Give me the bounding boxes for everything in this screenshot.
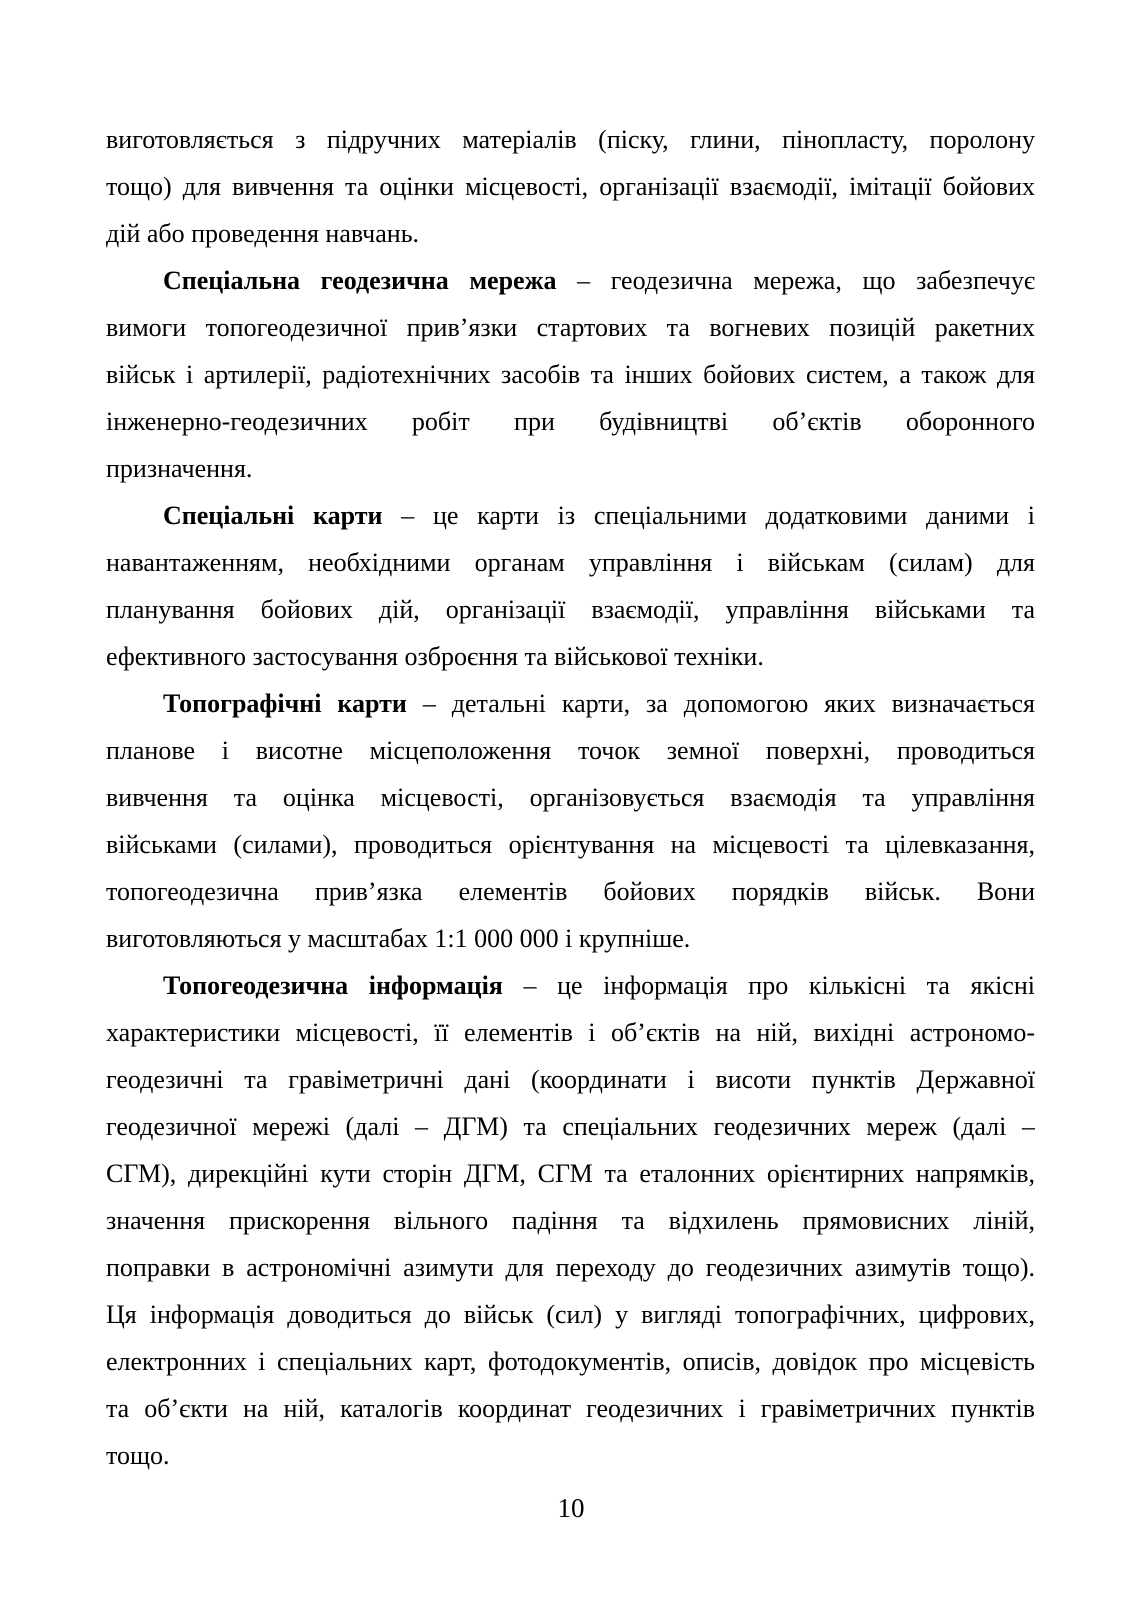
line-text: значення прискорення вільного падіння та відхилень прямовисних ліній, xyxy=(106,1206,1035,1235)
text-line xyxy=(106,1338,1035,1385)
text-line xyxy=(106,962,1035,1009)
text-line xyxy=(106,1009,1035,1056)
line-text: – геодезична мережа, що забезпечує xyxy=(556,266,1035,295)
line-text: інженерно-геодезичних робіт при будівництві об’єктів оборонного xyxy=(106,407,1035,436)
line-text: – детальні карти, за допомогою яких визначається xyxy=(406,689,1035,718)
line-text: тощо) для вивчення та оцінки місцевості, організації взаємодії, імітації бойових xyxy=(106,172,1035,201)
text-line xyxy=(106,210,1035,257)
term-heading: Топографічні карти xyxy=(163,689,407,718)
line-text: дій або проведення навчань. xyxy=(106,219,420,248)
line-text: та об’єкти на ній, каталогів координат геодезичних і гравіметричних пунктів xyxy=(106,1394,1035,1423)
line-text: – це інформація про кількісні та якісні xyxy=(502,971,1035,1000)
text-line xyxy=(106,1056,1035,1103)
text-line xyxy=(106,1150,1035,1197)
text-line xyxy=(106,1103,1035,1150)
text-line xyxy=(106,1197,1035,1244)
line-text: планування бойових дій, організації взаємодії, управління військами та xyxy=(106,595,1035,624)
text-line xyxy=(106,445,1035,492)
text-line xyxy=(106,1385,1035,1432)
text-line xyxy=(106,774,1035,821)
line-text: вивчення та оцінка місцевості, організовується взаємодія та управління xyxy=(106,783,1035,812)
line-text: ефективного застосування озброєння та військової техніки. xyxy=(106,642,764,671)
line-text: тощо. xyxy=(106,1441,170,1470)
text-line xyxy=(106,351,1035,398)
text-line xyxy=(106,1291,1035,1338)
text-line xyxy=(106,586,1035,633)
text-line xyxy=(106,492,1035,539)
line-text: поправки в астрономічні азимути для переходу до геодезичних азимутів тощо). xyxy=(106,1253,1035,1282)
text-line xyxy=(106,1432,1035,1479)
term-heading: Спеціальні карти xyxy=(163,501,383,530)
term-heading: Спеціальна геодезична мережа xyxy=(163,266,557,295)
line-text: геодезичної мережі (далі – ДГМ) та спеціальних геодезичних мереж (далі – xyxy=(106,1112,1035,1141)
line-text: навантаженням, необхідними органам управління і військам (силам) для xyxy=(106,548,1035,577)
text-line xyxy=(106,680,1035,727)
text-line xyxy=(106,257,1035,304)
line-text: планове і висотне місцеположення точок земної поверхні, проводиться xyxy=(106,736,1035,765)
page-number: 10 xyxy=(557,1493,585,1523)
text-line xyxy=(106,633,1035,680)
line-text: Ця інформація доводиться до військ (сил) у вигляді топографічних, цифрових, xyxy=(106,1300,1035,1329)
line-text: топогеодезична прив’язка елементів бойових порядків військ. Вони xyxy=(106,877,1035,906)
line-text: виготовляються у масштабах 1:1 000 000 і крупніше. xyxy=(106,924,691,953)
text-line xyxy=(106,915,1035,962)
line-text: вимоги топогеодезичної прив’язки стартових та вогневих позицій ракетних xyxy=(106,313,1035,342)
line-text: військ і артилерії, радіотехнічних засобів та інших бойових систем, а також для xyxy=(106,360,1035,389)
text-line xyxy=(106,727,1035,774)
line-text: електронних і спеціальних карт, фотодокументів, описів, довідок про місцевість xyxy=(106,1347,1035,1376)
text-line xyxy=(106,116,1035,163)
text-line xyxy=(106,304,1035,351)
text-line xyxy=(106,163,1035,210)
text-line xyxy=(106,868,1035,915)
line-text: геодезичні та гравіметричні дані (координати і висоти пунктів Державної xyxy=(106,1065,1035,1094)
line-text: – це карти із спеціальними додатковими даними і xyxy=(382,501,1035,530)
text-line xyxy=(106,539,1035,586)
term-heading: Топогеодезична інформація xyxy=(163,971,503,1000)
line-text: призначення. xyxy=(106,454,253,483)
text-line xyxy=(106,821,1035,868)
document-body xyxy=(106,116,1035,1479)
line-text: виготовляється з підручних матеріалів (піску, глини, пінопласту, поролону xyxy=(106,125,1035,154)
line-text: СГМ), дирекційні кути сторін ДГМ, СГМ та еталонних орієнтирних напрямків, xyxy=(106,1159,1035,1188)
text-line xyxy=(106,1244,1035,1291)
line-text: характеристики місцевості, її елементів і об’єктів на ній, вихідні астрономо- xyxy=(106,1018,1035,1047)
line-text: військами (силами), проводиться орієнтування на місцевості та цілевказання, xyxy=(106,830,1035,859)
text-line xyxy=(106,398,1035,445)
